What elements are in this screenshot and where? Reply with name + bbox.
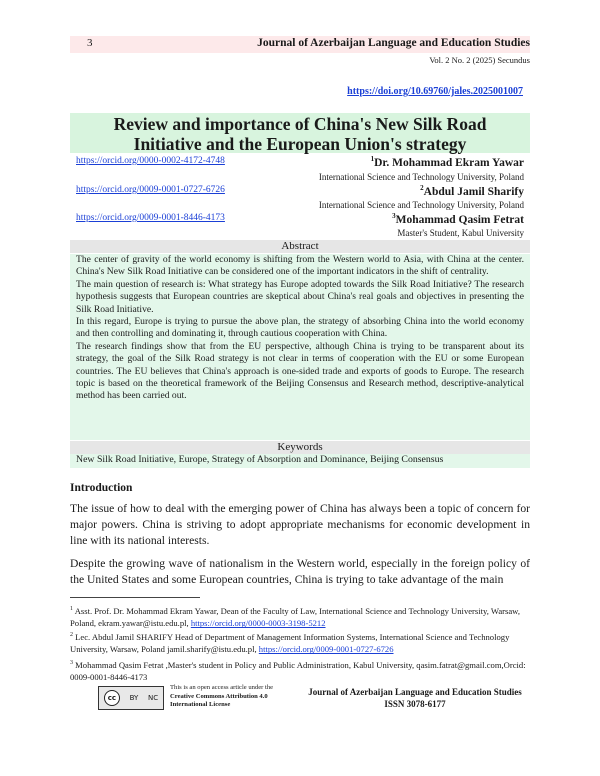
footnote-2-text: Lec. Abdul Jamil SHARIFY Head of Department of Management Information Systems, International Science and Technology University, Warsaw, Poland jamil.sharify@istu.edu.pl,	[70, 631, 510, 655]
orcid-link-1[interactable]: https://orcid.org/0000-0002-4172-4748	[76, 156, 225, 166]
footnote-2-sup: 2	[70, 632, 73, 638]
author-sup-2: 2	[420, 184, 424, 192]
footnote-3-sup: 3	[70, 660, 73, 666]
body-paragraph-2: Despite the growing wave of nationalism in the Western world, especially in the foreign policy of the United States and some European countries, China is trying to take advantage of the main	[70, 557, 530, 586]
author-affiliation-3: Master's Student, Kabul University	[397, 228, 524, 238]
abstract-paragraph-2: The main question of research is: What strategy has Europe adopted towards the Silk Road Initiative? The research hypothesis suggests that European countries are skeptical about China's real goals and objectives in presenting the Silk Road Initiative.	[76, 278, 524, 315]
page-number: 3	[87, 37, 93, 49]
author-name-1-text: Dr. Mohammad Ekram Yawar	[374, 156, 524, 169]
author-name-3	[392, 212, 524, 226]
abstract-heading: Abstract	[281, 240, 319, 252]
cc-icon: cc	[104, 690, 120, 706]
author-sup-1: 1	[370, 155, 375, 163]
author-affiliation-2: International Science and Technology University, Poland	[318, 200, 524, 210]
volume-info: Vol. 2 No. 2 (2025) Secundus	[429, 55, 530, 65]
orcid-link-2[interactable]: https://orcid.org/0009-0001-0727-6726	[76, 185, 225, 195]
author-name-1	[371, 155, 524, 169]
footer-journal-title: Journal of Azerbaijan Language and Education Studies	[308, 687, 522, 697]
footnote-1-link[interactable]: https://orcid.org/0000-0003-3198-5212	[190, 618, 326, 629]
footnote-3-text: Mohammad Qasim Fetrat ,Master's student in Policy and Public Administration, Kabul University, qasim.fatrat@gmail.com,Orcid: 0009-0001-8446-4173	[70, 659, 526, 683]
keywords-heading: Keywords	[277, 441, 323, 453]
cc-by-icon: BY	[129, 694, 139, 702]
journal-title: Journal of Azerbaijan Language and Education Studies	[257, 37, 530, 49]
orcid-link-3[interactable]: https://orcid.org/0009-0001-8446-4173	[76, 213, 225, 223]
author-sup-3: 3	[392, 212, 396, 220]
abstract-paragraph-1: The center of gravity of the world economy is shifting from the Western world to Asia, with China at the center. China's New Silk Road Initiative can be considered one of the important indicators in the shift of centrality.	[76, 254, 524, 278]
author-name-2-text: Abdul Jamil Sharify	[423, 185, 524, 198]
footnote-rule	[70, 597, 200, 598]
license-line-2: Creative Commons Attribution 4.0	[170, 692, 268, 700]
keywords-text: New Silk Road Initiative, Europe, Strategy of Absorption and Dominance, Beijing Consensus	[76, 454, 444, 465]
doi-link[interactable]: https://doi.org/10.69760/jales.2025001007	[347, 86, 523, 97]
cc-license-badge[interactable]	[98, 686, 164, 710]
license-line-1: This is an open access article under the	[170, 684, 274, 691]
title-line-1: Review and importance of China's New Silk Road	[113, 114, 487, 134]
license-text	[170, 684, 273, 710]
abstract-text	[76, 254, 524, 403]
footnote-1	[70, 603, 540, 630]
cc-nc-icon: NC	[148, 694, 159, 702]
footnote-2	[70, 629, 540, 656]
license-line-3: International License	[170, 701, 231, 709]
author-name-3-text: Mohammad Qasim Fetrat	[395, 213, 524, 226]
footnote-1-sup: 1	[70, 606, 73, 612]
footnote-1-text: Asst. Prof. Dr. Mohammad Ekram Yawar, Dean of the Faculty of Law, International Science and Technology University, Warsaw, Poland, ekram.yawar@istu.edu.pl,	[70, 605, 520, 629]
footer-journal	[300, 686, 530, 710]
title-line-2: Initiative and the European Union's strategy	[133, 134, 467, 154]
footnote-2-link[interactable]: https://orcid.org/0009-0001-0727-6726	[258, 644, 394, 655]
author-name-2	[420, 184, 524, 198]
article-title	[70, 114, 530, 154]
abstract-paragraph-3: In this regard, Europe is trying to pursue the above plan, the strategy of absorbing China into the world economy and then controlling and dominating it, through cautious cooperation with China.	[76, 316, 524, 340]
footer-issn: ISSN 3078-6177	[384, 699, 446, 709]
body-paragraph-1: The issue of how to deal with the emerging power of China has always been a topic of concern for major powers. China is striving to adopt appropriate mechanisms for economic development in line with its national interests.	[70, 502, 530, 547]
author-affiliation-1: International Science and Technology University, Poland	[318, 172, 524, 182]
abstract-paragraph-4: The research findings show that from the EU perspective, although China is trying to be transparent about its strategy, the goal of the Silk Road strategy is not clear in terms of cooperation with the EU or some European countries. The EU believes that China's approach is one-sided trade and exports of goods to Europe. The research topic is based on the theoretical framework of the Beijing Consensus and Research method, descriptive-analytical method has been carried out.	[76, 340, 524, 402]
section-title: Introduction	[70, 482, 133, 494]
footnote-3	[70, 657, 540, 684]
